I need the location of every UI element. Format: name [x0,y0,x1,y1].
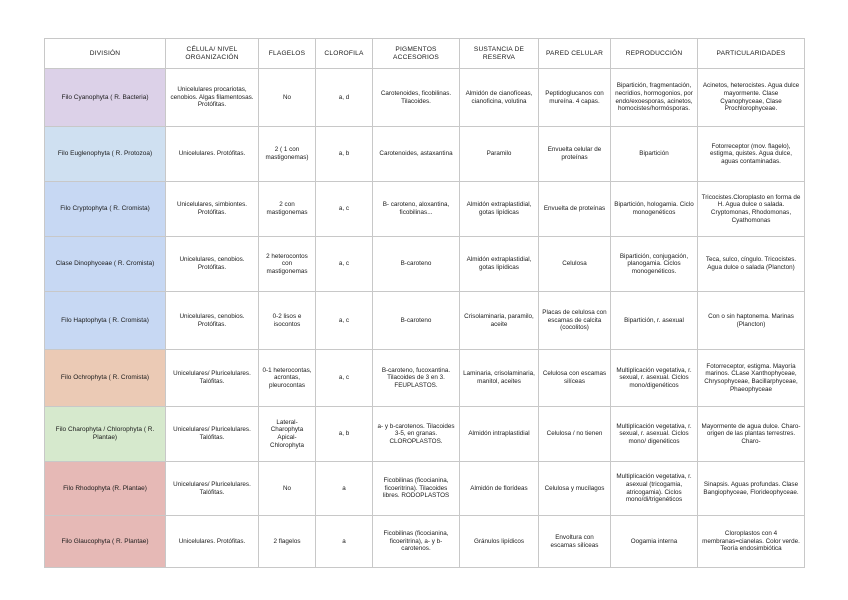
division-cell: Filo Charophyta / Chlorophyta ( R. Plantae) [45,407,166,462]
division-cell: Filo Euglenophyta ( R. Protozoa) [45,127,166,182]
particularities-cell: Mayormente de agua dulce. Charo- origen de las plantas terrestres. Charo- [698,407,805,462]
cell-level-cell: Unicelulares procariotas, cenobios. Algas filamentosas. Protófitas. [166,69,259,127]
reproduction-cell: Bipartición, r. asexual [611,292,698,350]
table-row [45,516,805,568]
reserve-cell: Crisolaminaria, paramilo, aceite [460,292,539,350]
header-flagella: FLAGELOS [259,39,316,69]
table-row [45,69,805,127]
particularities-cell: Sinapsis. Aguas profundas. Clase Bangiophyceae, Florideophyceae. [698,462,805,516]
chlorophyll-cell: a, d [316,69,373,127]
table-row [45,407,805,462]
reserve-cell: Almidón de cianofíceas, cianoficina, volutina [460,69,539,127]
particularities-cell: Teca, sulco, cíngulo. Tricocistes. Agua dulce o salada (Plancton) [698,237,805,292]
flagella-cell: No [259,69,316,127]
flagella-cell: 2 con mastigonemas [259,182,316,237]
table-row [45,127,805,182]
reproduction-cell: Bipartición, fragmentación, necridios, hormogonios, por endo/exoesporas, acinetos, homocistes/hormósporas. [611,69,698,127]
particularities-cell: Tricocistes.Cloroplasto en forma de H. Agua dulce o salada. Cryptomonas, Rhodomonas, Cyathomonas [698,182,805,237]
cell-wall-cell: Celulosa [539,237,611,292]
header-cell-wall: PARED CELULAR [539,39,611,69]
flagella-cell: 0-1 heterocontas, acrontas, pleurocontas [259,350,316,407]
cell-level-cell: Unicelulares, simbiontes. Protófitas. [166,182,259,237]
pigments-cell: B-caroteno, fucoxantina. Tilacoides de 3 en 3. FEUPLASTOS. [373,350,460,407]
particularities-cell: Fotorreceptor (mov. flagelo), estigma, quistes. Agua dulce, aguas contaminadas. [698,127,805,182]
table-body [45,69,805,568]
reserve-cell: Gránulos lipídicos [460,516,539,568]
flagella-cell: No [259,462,316,516]
cell-wall-cell: Envuelta de proteínas [539,182,611,237]
cell-level-cell: Unicelulares/ Pluricelulares. Talófitas. [166,462,259,516]
chlorophyll-cell: a, b [316,127,373,182]
table-row [45,292,805,350]
reserve-cell: Almidón extraplastidial, gotas lipídicas [460,237,539,292]
chlorophyll-cell: a, c [316,350,373,407]
pigments-cell: B-caroteno [373,237,460,292]
pigments-cell: Ficobilinas (ficocianina, ficoeritrina), a- y b-carotenos. [373,516,460,568]
pigments-cell: B-caroteno [373,292,460,350]
reserve-cell: Almidón extraplastidial, gotas lipídicas [460,182,539,237]
chlorophyll-cell: a, c [316,237,373,292]
table-row [45,350,805,407]
reproduction-cell: Multiplicación vegetativa, r. sexual, r. asexual. Ciclos mono/ digenéticos [611,407,698,462]
reserve-cell: Laminaria, crisolaminaria, manitol, aceites [460,350,539,407]
cell-level-cell: Unicelulares/ Pluricelulares. Talófitas. [166,407,259,462]
reserve-cell: Almidón de florídeas [460,462,539,516]
reproduction-cell: Bipartición [611,127,698,182]
header-reserve-substance: SUSTANCIA DE RESERVA [460,39,539,69]
division-cell: Filo Cryptophyta ( R. Cromista) [45,182,166,237]
table-row [45,182,805,237]
cell-level-cell: Unicelulares/ Pluricelulares. Talófitas. [166,350,259,407]
header-reproduction: REPRODUCCIÓN [611,39,698,69]
pigments-cell: Ficobilinas (ficocianina, ficoeritrina). Tilacoides libres. RODOPLASTOS [373,462,460,516]
chlorophyll-cell: a, c [316,182,373,237]
table-row [45,237,805,292]
flagella-cell: 2 ( 1 con mastigonemas) [259,127,316,182]
division-cell: Filo Haptophyta ( R. Cromista) [45,292,166,350]
reproduction-cell: Multiplicación vegetativa, r. asexual (tricogamia, atricogamia). Ciclos mono/di/trigenéticos [611,462,698,516]
header-particularities: PARTICULARIDADES [698,39,805,69]
flagella-cell: Lateral-Charophyta Apical-Chlorophyta [259,407,316,462]
particularities-cell: Acinetos, heterocistes. Agua dulce mayormente. Clase Cyanophyceae, Clase Prochlorophyceae. [698,69,805,127]
cell-wall-cell: Celulosa / no tienen [539,407,611,462]
reproduction-cell: Bipartición, hologamia. Ciclo monogenéticos [611,182,698,237]
cell-wall-cell: Envuelta celular de proteínas [539,127,611,182]
chlorophyll-cell: a, c [316,292,373,350]
cell-level-cell: Unicelulares, cenobios. Protófitas. [166,237,259,292]
algae-classification-table [44,38,805,568]
division-cell: Filo Ochrophyta ( R. Cromista) [45,350,166,407]
flagella-cell: 2 heterocontos con mastigonemas [259,237,316,292]
particularities-cell: Fotorreceptor, estigma. Mayoría marinos. CLase Xanthophyceae, Chrysophyceae, Bacillarphyceae, Phaeophyceae [698,350,805,407]
cell-level-cell: Unicelulares. Protófitas. [166,127,259,182]
pigments-cell: Carotenoides, ficobilinas. Tilacoides. [373,69,460,127]
chlorophyll-cell: a, b [316,407,373,462]
table-row [45,462,805,516]
header-division: DIVISIÓN [45,39,166,69]
pigments-cell: Carotenoides, astaxantina [373,127,460,182]
division-cell: Filo Cyanophyta ( R. Bacteria) [45,69,166,127]
flagella-cell: 2 flagelos [259,516,316,568]
cell-level-cell: Unicelulares, cenobios. Protófitas. [166,292,259,350]
cell-level-cell: Unicelulares. Protófitas. [166,516,259,568]
header-chlorophyll: CLOROFILA [316,39,373,69]
pigments-cell: a- y b-carotenos. Tilacoides 3-5, en granas. CLOROPLASTOS. [373,407,460,462]
flagella-cell: 0-2 lisos e isocontos [259,292,316,350]
particularities-cell: Cloroplastos con 4 membranas=cianelas. Color verde. Teoría endosimbiótica [698,516,805,568]
reproduction-cell: Bipartición, conjugación, planogamia. Ciclos monogenéticos. [611,237,698,292]
cell-wall-cell: Peptidoglucanos con mureína. 4 capas. [539,69,611,127]
pigments-cell: B- caroteno, aloxantina, ficobilinas... [373,182,460,237]
header-accessory-pigments: PIGMENTOS ACCESORIOS [373,39,460,69]
reproduction-cell: Multiplicación vegetativa, r. sexual, r. asexual. Ciclos mono/digenéticos [611,350,698,407]
header-row [45,39,805,69]
cell-wall-cell: Envoltura con escamas silíceas [539,516,611,568]
reserve-cell: Almidón intraplastidial [460,407,539,462]
division-cell: Filo Rhodophyta (R. Plantae) [45,462,166,516]
reproduction-cell: Oogamia interna [611,516,698,568]
division-cell: Filo Glaucophyta ( R. Plantae) [45,516,166,568]
reserve-cell: Paramilo [460,127,539,182]
cell-wall-cell: Celulosa con escamas silíceas [539,350,611,407]
particularities-cell: Con o sin haptonema. Marinas (Plancton) [698,292,805,350]
division-cell: Clase Dinophyceae ( R. Cromista) [45,237,166,292]
cell-wall-cell: Placas de celulosa con escamas de calcita (cocolitos) [539,292,611,350]
cell-wall-cell: Celulosa y mucílagos [539,462,611,516]
header-cell-level: CÉLULA/ NIVEL ORGANIZACIÓN [166,39,259,69]
chlorophyll-cell: a [316,516,373,568]
chlorophyll-cell: a [316,462,373,516]
